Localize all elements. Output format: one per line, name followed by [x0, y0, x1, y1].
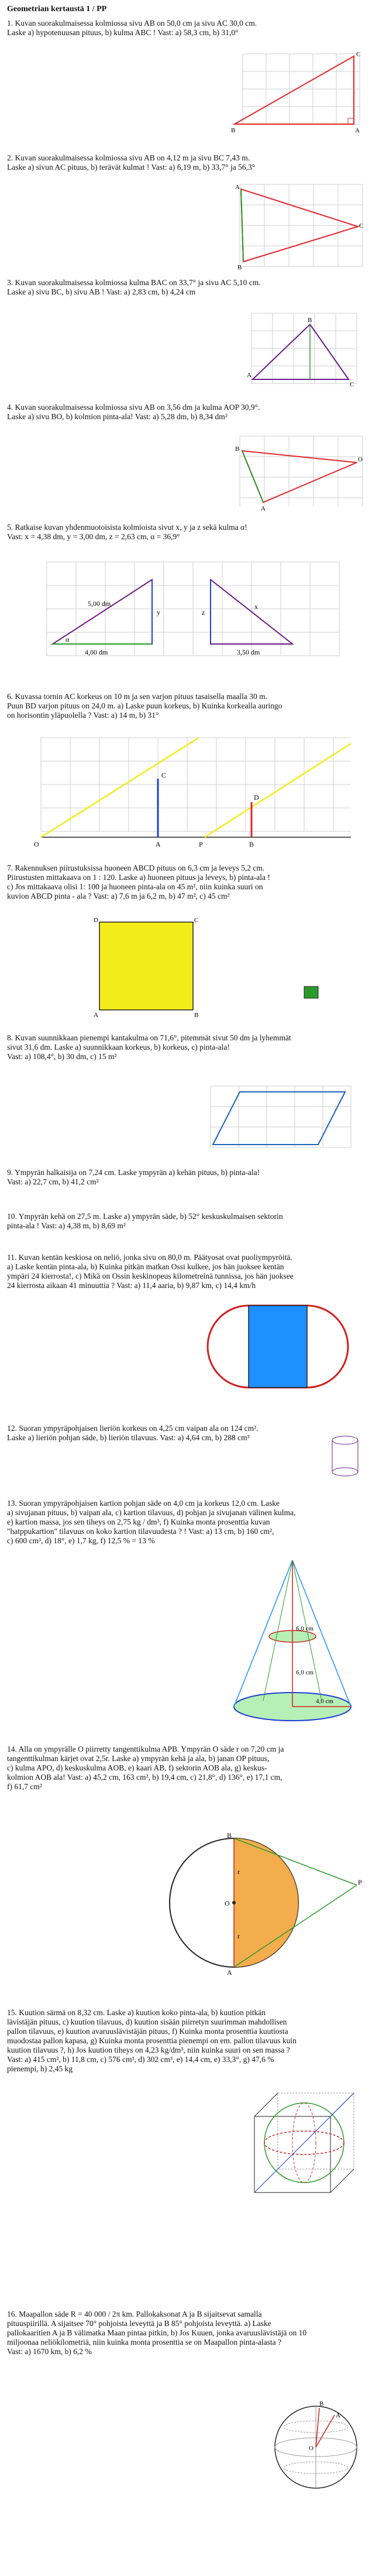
problem-8-line-3: Vast: a) 108,4°, b) 30 dm, c) 15 m² [7, 1052, 117, 1061]
vertex-label-a: A [261, 505, 266, 512]
problem-6-line-2: Puun BD varjon pituus on 24,0 m. a) Laske puun korkeus, b) Kuinka korkealla auringo [7, 701, 282, 710]
label-5-00-dm: 5,00 dm [88, 600, 111, 608]
figure-13-cone [222, 1554, 363, 1730]
problem-7 [7, 864, 358, 901]
problem-9-line-2: Vast: a) 22,7 cm, b) 41,2 cm² [7, 1177, 99, 1186]
vertex-label-c: C [356, 51, 361, 58]
problem-15 [7, 2008, 358, 2074]
center-o [232, 1901, 236, 1904]
side-ab [242, 451, 263, 502]
sector-aob [234, 1838, 298, 1967]
problem-10-line-1: 10. Ympyrän kehä on 27,5 m. Laske a) ympyrän säde, b) 52° keskuskulmaisen sektorin [7, 1212, 283, 1221]
figure-3-outline [253, 324, 349, 379]
label-x: x [254, 602, 258, 611]
problem-14-line-5: f) 61,7 cm² [7, 1782, 42, 1791]
problem-13-line-5: c) 600 cm³, d) 18°, e) 1,7 kg, f) 12,5 % = 13 % [7, 1536, 155, 1545]
vertex-label-a: A [235, 184, 240, 191]
problem-15-line-2: lävistäjän pituus, c) kuution tilavuus, d) kuution sisään piirretyn suurimman mahdollisen [7, 2017, 287, 2026]
figure-2-triangle [234, 179, 366, 272]
problem-11 [7, 1253, 358, 1290]
problem-10 [7, 1212, 358, 1231]
page-title: Geometrian kertaustä 1 / PP [7, 5, 107, 13]
problem-11-line-1: 11. Kuvan kentän keskiosa on neliö, jonka sivu on 80,0 m. Päätyosat ovat puoliympyröitä. [7, 1253, 292, 1262]
problem-4-line-2: Laske a) sivu BO, b) kolmion pinta-ala! Vast: a) 5,28 dm, b) 8,34 dm² [7, 412, 228, 421]
label-d: D [94, 917, 98, 924]
problem-2-line-1: 2. Kuvan suorakulmaisessa kolmiossa sivu AB on 4,12 m ja sivu BC 7,43 m. [7, 153, 250, 162]
figure-11-field [196, 1297, 366, 1396]
label-o: O [309, 2445, 313, 2452]
problem-15-line-1: 15. Kuution särmä on 8,32 cm. Laske a) kuution koko pinta-ala, b) kuution pitkän [7, 2008, 266, 2017]
small-room [304, 986, 318, 998]
figure-1-triangle [231, 48, 366, 142]
label-b: B [227, 1831, 232, 1839]
problem-7-line-1: 7. Rakennuksen piirustuksissa huoneen ABCD pituus on 6,3 cm ja leveys 5,2 cm. [7, 864, 265, 872]
problem-15-line-4: muodostaa pallon kapasa, g) Kuinka monta prosenttia pienempi on em. pallon tilavuus kuin [7, 2036, 297, 2045]
problem-5 [7, 523, 358, 542]
figure-1-grid [243, 54, 360, 124]
problem-6-line-3: on horisontin yläpuolella ? Vast: a) 14 m, b) 31° [7, 711, 159, 720]
problem-10-line-2: pinta-ala ! Vast: a) 4,38 m, b) 8,69 m² [7, 1221, 126, 1230]
label-3-50-dm: 3,50 dm [237, 648, 260, 656]
figure-3-triangle [246, 304, 363, 392]
problem-2-line-2: Laske a) sivun AC pituus, b) terävät kulmat ! Vast: a) 6,19 m, b) 33,7° ja 56,3° [7, 163, 256, 172]
vertex-label-b: B [235, 446, 240, 453]
figure-14-tangent-circle [164, 1824, 363, 1982]
cylinder-top [332, 1436, 358, 1444]
problem-5-line-1: 5. Ratkaise kuvan yhdenmuotoisista kolmioista sivut x, y ja z sekä kulma α! [7, 523, 247, 532]
label-r-upper: r [237, 1868, 240, 1876]
cube-edge-1 [254, 2093, 278, 2116]
problem-13 [7, 1499, 358, 1546]
problem-2 [7, 153, 358, 172]
parallelogram-outline [213, 1092, 345, 1145]
problem-1 [7, 19, 358, 37]
label-z: z [202, 608, 205, 616]
label-c: C [161, 771, 167, 779]
problem-4 [7, 403, 358, 422]
sun-ray-1 [41, 738, 199, 837]
figure-16-globe [269, 2392, 363, 2497]
problem-16-line-5: Vast: a) 1670 km, b) 6,2 % [7, 2347, 92, 2356]
problem-16-line-4: miljoonaa neliökilometriä, niin kuinka monta prosenttia se on Maapallon pinta-alasta ? [7, 2338, 281, 2347]
problem-13-line-3: e) kartion massa, jos sen tiheys on 2,75 kg / dm³, f) Kuinka monta prosenttia kuvan [7, 1517, 270, 1526]
label-a: A [227, 1968, 232, 1976]
problem-3-line-2: Laske a) sivu BC, b) sivu AB ! Vast: a) 2,83 cm, b) 4,24 cm [7, 287, 196, 296]
problem-14-line-1: 14. Alla on ympyrälle O piirretty tangenttikulma APB. Ympyrän O säde r on 7,20 cm ja [7, 1745, 284, 1753]
sun-ray-2 [205, 744, 351, 837]
problem-12-line-2: Laske a) lieriön pohjan säde, b) lieriön tilavuus. Vast: a) 4,64 cm, b) 288 cm³ [7, 1433, 250, 1442]
figure-12-cylinder [328, 1433, 363, 1480]
problem-13-line-4: "hatppukartion" tilavuus on koko kartion tilavuudesta ? ! Vast: a) 13 cm, b) 160 cm², [7, 1527, 274, 1536]
problem-11-line-3: ympäri 24 kierrosta!, c) Mikä on Ossin keskinopeus kilometreinä tunnissa, jos hän juoksee [7, 1272, 294, 1280]
vertex-label-b: B [231, 127, 236, 134]
label-b: B [249, 840, 254, 848]
label-o: O [34, 840, 39, 848]
problem-3 [7, 278, 358, 297]
figure-4-triangle [234, 427, 366, 515]
label-a: A [156, 840, 161, 848]
figure-2-grid [240, 184, 363, 266]
figure-7-floor-plan [94, 916, 351, 1022]
problem-7-line-3: c) Jos mittakaava olisi 1: 100 ja huoneen pinta-ala on 45 m², niin kuinka suuri on [7, 882, 263, 891]
label-alpha: α [66, 635, 70, 643]
problem-16-line-1: 16. Maapallon säde R = 40 000 / 2π km. Pallokaksonat A ja B sijaitsevat samalla [7, 2310, 262, 2318]
cube-edge-3 [330, 2169, 354, 2193]
problem-11-line-2: a) Laske kentän pinta-ala, b) Kuinka pitkän matkan Ossi kulkee, jos hän juoksee kentän [7, 1262, 284, 1271]
problem-14-line-3: c) kulma APO, d) keskuskulma AOB, e) kaari AB, f) sektorin AOB ala, g) keskus- [7, 1763, 267, 1772]
figure-4-outline [242, 451, 357, 502]
figure-5-grid [47, 562, 339, 656]
figure-4-grid [240, 436, 363, 506]
problem-9 [7, 1168, 358, 1187]
label-6-0-cm-lower: 6,0 cm [296, 1669, 313, 1676]
problem-12 [7, 1424, 358, 1443]
problem-12-line-1: 12. Suoran ympyräpohjaisen lieriön korkeus on 4,25 cm vaipan ala on 124 cm². [7, 1424, 259, 1433]
problem-13-line-2: a) sivujanan pituus, b) vaipan ala, c) kartion tilavuus, d) pohjan ja sivujanan välinen kulma, [7, 1508, 296, 1517]
vertex-label-c: C [350, 381, 354, 388]
label-p: P [358, 1878, 362, 1886]
problem-15-line-7: pienempi, h) 2,45 kg [7, 2064, 73, 2073]
vertex-label-a: A [247, 372, 251, 379]
problem-14 [7, 1745, 358, 1791]
figure-8-grid [211, 1086, 351, 1147]
space-diagonal [254, 2093, 354, 2193]
figure-3-grid [251, 313, 357, 383]
figure-1-outline [235, 56, 354, 124]
problem-8-line-2: sivut 31,6 dm. Laske a) suunnikkaan korkeus, b) korkeus, c) pinta-ala! [7, 1043, 230, 1051]
label-4-00-dm: 4,00 dm [85, 648, 108, 656]
label-b: B [319, 2400, 324, 2407]
problem-7-line-2: Piirustusten mittakaava on 1 : 120. Laske a) huoneen pituus ja leveys, b) pinta-ala ! [7, 873, 270, 882]
vertex-label-c: C [359, 222, 364, 229]
problem-7-line-4: kuvion ABCD pinta - ala ? Vast: a) 7,6 m ja 6,2 m, b) 47 m², c) 45 cm² [7, 892, 230, 900]
label-p: P [199, 840, 203, 848]
problem-1-line-2: Laske a) hypotenuusan pituus, b) kulma ABC ! Vast: a) 58,3 cm, b) 31,0° [7, 28, 239, 37]
problem-8-line-1: 8. Kuvan suunnikkaan pienempi kantakulma on 71,6°, pitemmät sivut 50 dm ja lyhemmät [7, 1033, 291, 1042]
right-angle-mark [348, 118, 354, 124]
label-r-lower: r [237, 1932, 240, 1940]
problem-15-line-5: kuution tilavuus ?, h) Jos kuution tiheys on 4,23 kg/dm³, niin kuinka suuri on sen massa ? [7, 2046, 290, 2054]
label-c: C [194, 917, 199, 924]
problem-14-line-4: kolmion AOB ala! Vast: a) 45,2 cm, 163 cm², b) 19,4 cm, c) 21,8°, d) 136°, e) 17,1 cm, [7, 1773, 282, 1782]
problem-9-line-1: 9. Ympyrän halkaisija on 7,24 cm. Laske ympyrän a) kehän pituus, b) pinta-ala! [7, 1168, 260, 1177]
problem-6-line-1: 6. Kuvassa tornin AC korkeus on 10 m ja sen varjon pituus tasaisella maalla 30 m. [7, 692, 268, 701]
problem-16-line-3: pallokaaritien A ja B välimatka Maan pintaa pitkin, b) Jos Kuuen, jonka avaruuslävistäjä on 10 [7, 2328, 307, 2337]
problem-6 [7, 692, 358, 720]
figure-15-cube-sphere [243, 2081, 366, 2216]
figure-5-similar-triangles [23, 550, 351, 673]
problem-15-line-6: Vast: a) 415 cm², b) 11,8 cm, c) 576 cm³, d) 302 cm³, e) 14,4 cm, e) 33,3°, g) 47,6 % [7, 2055, 274, 2064]
problem-13-line-1: 13. Suoran ympyräpohjaisen kartion pohjan säde on 4,0 cm ja korkeus 12,0 cm. Laske [7, 1499, 280, 1508]
problem-14-line-2: tangenttikulman kärjet ovat 2,5r. Laske a) ympyrän kehä ja ala, b) janan OP pituus, [7, 1754, 270, 1763]
figure-6-tower-shadow [23, 726, 357, 855]
problem-8 [7, 1033, 358, 1061]
field-center-square [249, 1306, 307, 1388]
problem-16-line-2: pituuspiirillä. A sijaitsee 70° pohjoista leveyttä ja B 85° pohjoista leveyttä. a) Laske [7, 2319, 271, 2328]
problem-1-line-1: 1. Kuvan suorakulmaisessa kolmiossa sivu AB on 50,0 cm ja sivu AC 30,0 cm. [7, 19, 257, 28]
label-a: A [336, 2412, 340, 2419]
vertex-label-b: B [308, 317, 312, 324]
cylinder-bottom [332, 1468, 358, 1476]
figure-8-parallelogram [205, 1077, 357, 1159]
problem-4-line-1: 4. Kuvan suorakulmaisessa kolmiossa sivu AB on 3,56 dm ja kulma AOP 30,9°. [7, 403, 260, 412]
label-o: O [225, 1899, 230, 1907]
problem-5-line-2: Vast: x = 4,38 dm, y = 3,00 dm, z = 2,63 cm, α = 36,9° [7, 532, 180, 541]
label-a: A [94, 1012, 98, 1019]
label-b: B [194, 1012, 199, 1019]
label-d: D [254, 793, 259, 801]
vertex-label-a: A [355, 127, 360, 134]
label-y: y [157, 608, 160, 616]
vertex-label-o: O [358, 456, 363, 463]
left-triangle [53, 580, 152, 644]
problem-16 [7, 2310, 358, 2356]
problem-11-line-4: 24 kierrosta aikaan 41 minuuttia ? Vast: a) 11,4 aaria, b) 9,87 km, c) 14,4 km/h [7, 1281, 256, 1290]
figure-6-grid [41, 738, 351, 831]
vertex-label-b: B [237, 264, 242, 271]
label-4-0-cm: 4,0 cm [316, 1698, 333, 1705]
problem-3-line-1: 3. Kuvan suorakulmaisessa kolmiossa kulma BAC on 33,7° ja sivu AC 5,10 cm. [7, 278, 261, 287]
room-abcd [99, 922, 193, 1010]
label-6-0-cm-upper: 6,0 cm [296, 1625, 313, 1632]
problem-15-line-3: pallon tilavuus, e) kuution avaruuslävistäjän pituus, f) Kuinka monta prosenttia kuutiosta [7, 2027, 288, 2036]
